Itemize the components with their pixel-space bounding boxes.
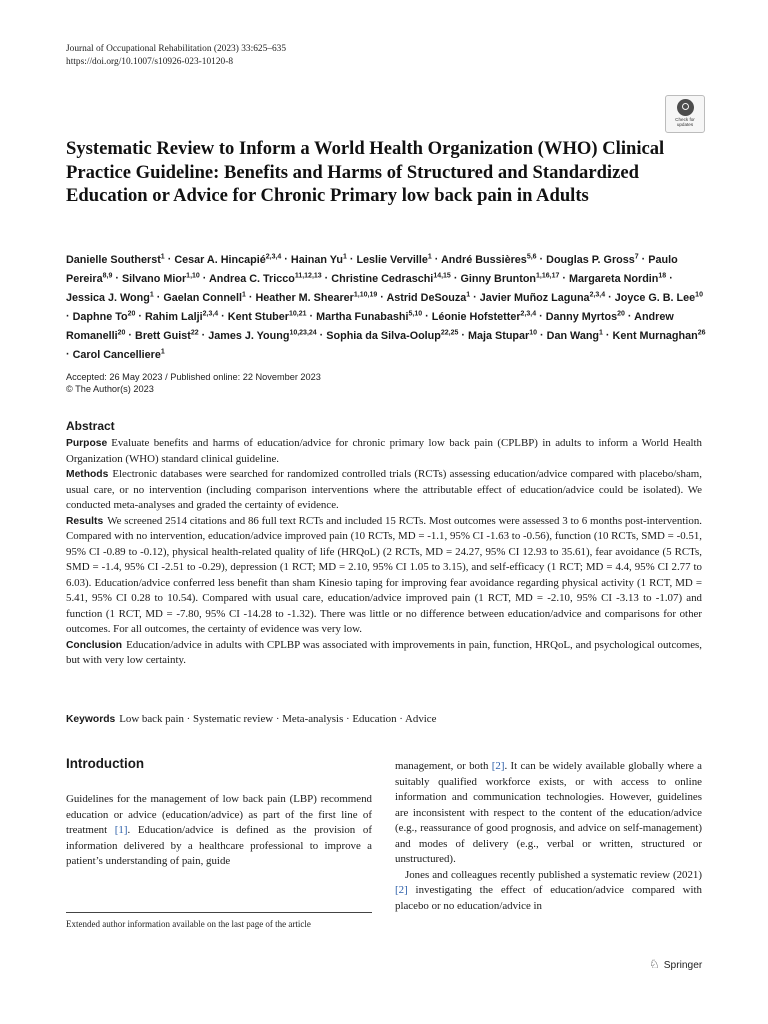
author-separator: ·	[431, 253, 441, 266]
author-name-text: Ginny Brunton	[460, 272, 537, 285]
author-name-text: Silvano Mior	[121, 272, 187, 285]
author-name-text: Heather M. Shearer	[255, 291, 354, 304]
author-name[interactable]	[460, 273, 559, 285]
author-affiliation: 20	[117, 329, 126, 337]
author-name[interactable]	[135, 330, 199, 342]
doi-link[interactable]: https://doi.org/10.1007/s10926-023-10120-8	[66, 57, 234, 67]
author-list	[66, 249, 706, 364]
author-name-text: Javier Muñoz Laguna	[479, 291, 590, 304]
author-affiliation: 11,12,13	[294, 272, 322, 280]
author-name-text: Astrid DeSouza	[386, 291, 467, 304]
check-updates-icon	[677, 99, 694, 116]
author-affiliation: 1	[241, 291, 246, 299]
keywords-label: Keywords	[66, 714, 116, 725]
author-name[interactable]	[432, 311, 536, 323]
author-name-text: Danny Myrtos	[545, 310, 618, 323]
author-separator: ·	[199, 272, 209, 285]
footnote-divider	[66, 912, 372, 913]
publisher-name: Springer	[663, 960, 703, 971]
abstract-methods	[66, 467, 702, 514]
author-separator: ·	[281, 253, 291, 266]
author-name[interactable]	[73, 349, 165, 361]
intro-paragraph-1-continued	[395, 759, 702, 868]
author-separator: ·	[422, 310, 432, 323]
abstract-conclusion	[66, 638, 702, 669]
author-separator: ·	[125, 329, 136, 342]
author-affiliation: 22,25	[440, 329, 459, 337]
author-affiliation: 2,3,4	[265, 253, 282, 260]
methods-label: Methods	[66, 469, 109, 480]
author-affiliation: 1	[342, 253, 347, 260]
author-affiliation: 5,10	[408, 310, 423, 318]
author-name-text: Gaelan Connell	[163, 291, 242, 304]
author-separator: ·	[112, 272, 122, 285]
author-affiliation: 1	[427, 253, 432, 260]
author-name[interactable]	[441, 254, 537, 266]
author-affiliation: 5,6	[526, 253, 537, 260]
author-name[interactable]	[615, 292, 703, 304]
citation-link[interactable]: [1]	[114, 824, 128, 836]
right-column	[395, 759, 702, 914]
author-name-text: Leslie Verville	[356, 253, 428, 266]
author-name-text: Joyce G. B. Lee	[614, 291, 696, 304]
author-name[interactable]	[66, 292, 154, 304]
author-name[interactable]	[316, 311, 422, 323]
author-name-text: Rahim Lalji	[145, 310, 203, 323]
methods-text: Electronic databases were searched for randomized controlled trials (RCTs) assessing education/advice compared with placebo/sham, usual care, or no intervention (including comparison interventions where the attributable effect of education/advice could be isolated). We conducted meta-analyses and graded the certainty of evidence.	[66, 468, 702, 511]
author-separator: ·	[602, 329, 613, 342]
author-name[interactable]	[163, 292, 246, 304]
author-name-text: Dan Wang	[546, 329, 600, 342]
author-affiliation: 2,3,4	[202, 310, 219, 318]
author-name-text: Paulo Pereira	[66, 253, 678, 285]
author-name[interactable]	[208, 330, 316, 342]
author-name-text: Brett Guist	[135, 329, 191, 342]
author-separator: ·	[458, 329, 469, 342]
author-name[interactable]	[546, 254, 639, 266]
abstract-results	[66, 514, 702, 638]
author-name[interactable]	[480, 292, 605, 304]
author-separator: ·	[218, 310, 228, 323]
article-title: Systematic Review to Inform a World Health Organization (WHO) Clinical Practice Guideline: Benefits and Harms of Structured and Standardized Education or Advice for Chronic Primary low back pain in Adults	[66, 138, 665, 206]
author-affiliation: 1,10,19	[353, 291, 378, 299]
author-separator: ·	[377, 291, 387, 304]
author-name[interactable]	[386, 292, 470, 304]
author-separator: ·	[537, 329, 547, 342]
author-name[interactable]	[66, 254, 165, 266]
left-column	[66, 792, 372, 870]
author-affiliation: 10	[529, 329, 538, 337]
author-affiliation: 7	[634, 253, 639, 260]
author-name[interactable]	[546, 311, 625, 323]
keywords-text: Low back pain · Systematic review · Meta-analysis · Education · Advice	[119, 713, 437, 725]
intro-text: . Education/advice is defined as the provision of information delivered by a healthcare professional to improve a patient’s understanding of pain, guide	[66, 824, 372, 867]
author-affiliation: 2,3,4	[589, 291, 606, 299]
author-separator: ·	[164, 253, 175, 266]
author-affiliation: 10,21	[288, 310, 307, 318]
springer-horse-icon: ♘	[649, 957, 660, 971]
author-name[interactable]	[209, 273, 322, 285]
intro-text: Jones and colleagues recently published a systematic review (2021)	[405, 868, 702, 881]
conclusion-text: Education/advice in adults with CPLBP was associated with improvements in pain, function, HRQoL, and psychological outcomes, but with very low certainty.	[66, 638, 702, 666]
author-name-text: Daphne To	[72, 310, 128, 323]
author-name-text: Hainan Yu	[290, 253, 343, 266]
author-affiliation: 1	[149, 291, 154, 299]
results-text: We screened 2514 citations and 86 full text RCTs and included 15 RCTs. Most outcomes were assessed 3 to 6 months post-intervention. Compared with no intervention, education/advice improved pain (10 RCTs, MD = -1.1, 95% CI -1.63 to -0.56), function (10 RCTs, SMD = -0.51, 95% CI -0.89 to -0.12), physical health-related quality of life (HRQoL) (2 RCTs, MD = 24.27, 95% CI 12.93 to 35.61), fear avoidance (5 RCTs, SMD = -1.4, 95% CI -2.51 to -0.29), depression (1 RCT; MD = 2.10, 95% CI 1.05 to 3.15), and self-efficacy (1 RCT; MD = 4.4, 95% CI 2.77 to 6.03). Education/advice conferred less benefit than sham Kinesio taping for improving fear avoidance regarding physical activity (1 RCT, MD = 5.41, 95% CI 0.28 to 10.54). Compared with usual care, education/advice improved pain (1 RCT, MD = -2.10, 95% CI -3.13 to -1.07) and function (1 RCT, MD = -7.80, 95% CI -14.28 to -1.32). There was little or no difference between education/advice and comparisons for other outcomes. For all outcomes, the certainty of evidence was very low.	[66, 514, 702, 635]
author-name-text: Douglas P. Gross	[546, 253, 635, 266]
abstract-section	[66, 419, 702, 669]
intro-text: . It can be widely available globally where a suitably qualified workforce exists, or with access to online information and communication technologies. However, guidelines are inconsistent with respect to the content of the education/advice (e.g., reassurance of good prognosis, and advice on self-management) and modes of delivery (e.g., verbal or written, structured or unstructured).	[395, 760, 702, 865]
author-separator: ·	[316, 329, 327, 342]
author-name[interactable]	[569, 273, 666, 285]
copyright-notice: © The Author(s) 2023	[66, 383, 154, 394]
author-separator: ·	[450, 272, 461, 285]
author-name-text: Andrea C. Tricco	[209, 272, 295, 285]
author-name-text: Carol Cancelliere	[72, 349, 161, 362]
author-name-text: Danielle Southerst	[66, 253, 161, 266]
author-name[interactable]	[174, 254, 281, 266]
author-name-text: Jessica J. Wong	[66, 291, 150, 304]
intro-text: Guidelines for the management of low back pain (LBP) recommend education or advice (education/advice) as part of the first line of treatment	[66, 793, 372, 836]
author-name-text: Kent Stuber	[227, 310, 289, 323]
journal-citation: Journal of Occupational Rehabilitation (2023) 33:625–635	[66, 44, 287, 54]
author-affiliation: 2,3,4	[520, 310, 537, 318]
author-name[interactable]	[326, 330, 458, 342]
check-updates-label: Check for updates	[675, 117, 695, 127]
author-name[interactable]	[468, 330, 537, 342]
author-affiliation: 1	[466, 291, 471, 299]
author-separator: ·	[470, 291, 480, 304]
author-affiliation: 14,15	[433, 272, 451, 280]
author-separator: ·	[153, 291, 164, 304]
publication-dates	[66, 372, 321, 395]
author-separator: ·	[536, 253, 547, 266]
author-separator: ·	[624, 310, 635, 323]
author-name-text: Maja Stupar	[468, 329, 530, 342]
author-separator: ·	[245, 291, 256, 304]
introduction-heading: Introduction	[66, 756, 145, 771]
author-separator: ·	[605, 291, 615, 304]
results-label: Results	[66, 515, 104, 527]
author-separator: ·	[666, 272, 673, 285]
purpose-text: Evaluate benefits and harms of education/advice for chronic primary low back pain (CPLBP) in adults to inform a World Health Organization (WHO) standard clinical guideline.	[66, 437, 702, 465]
author-separator: ·	[321, 272, 332, 285]
intro-paragraph-2	[395, 868, 702, 915]
author-separator: ·	[66, 310, 73, 323]
intro-paragraph-1	[66, 792, 372, 870]
author-separator: ·	[66, 349, 73, 362]
citation-link[interactable]: [2]	[491, 760, 505, 772]
keywords-line	[66, 712, 436, 727]
author-affiliation: 1,16,17	[536, 272, 560, 280]
author-affiliation: 26	[697, 329, 706, 337]
author-separator: ·	[198, 329, 209, 342]
author-affiliation: 8,9	[102, 272, 113, 280]
author-affiliation: 10,23,24	[289, 329, 317, 337]
author-separator: ·	[559, 272, 569, 285]
author-name[interactable]	[613, 330, 706, 342]
author-name-text: André Bussières	[441, 253, 527, 266]
author-name[interactable]	[356, 254, 431, 266]
author-affiliation: 10	[695, 291, 703, 299]
author-affiliation: 20	[617, 310, 625, 318]
author-name-text: Sophia da Silva-Oolup	[326, 329, 441, 342]
intro-text: investigating the effect of education/advice compared with placebo or no education/advice in	[395, 884, 702, 912]
intro-text: management, or both	[395, 760, 492, 772]
author-name-text: Margareta Nordin	[569, 272, 659, 285]
footnote: Extended author information available on the last page of the article	[66, 919, 311, 929]
author-name[interactable]	[255, 292, 377, 304]
author-affiliation: 22	[190, 329, 199, 337]
author-affiliation: 1	[160, 348, 165, 356]
author-name[interactable]	[145, 311, 218, 323]
citation-link[interactable]: [2]	[395, 884, 408, 896]
author-affiliation: 1,10	[186, 272, 200, 280]
author-separator: ·	[346, 253, 357, 266]
author-name[interactable]	[547, 330, 603, 342]
author-separator: ·	[536, 310, 546, 323]
author-name[interactable]	[291, 254, 347, 266]
author-affiliation: 1	[599, 329, 603, 337]
author-separator: ·	[135, 310, 145, 323]
author-name-text: James J. Young	[208, 329, 290, 342]
author-separator: ·	[638, 253, 649, 266]
abstract-heading: Abstract	[66, 419, 115, 433]
author-name[interactable]	[331, 273, 451, 285]
author-name[interactable]	[228, 311, 307, 323]
purpose-label: Purpose	[66, 438, 108, 449]
author-name-text: Andrew Romanelli	[66, 310, 674, 342]
author-name[interactable]	[73, 311, 136, 323]
journal-header	[66, 43, 286, 69]
author-name-text: Kent Murnaghan	[612, 329, 698, 342]
author-separator: ·	[306, 310, 317, 323]
check-for-updates-badge[interactable]	[665, 95, 705, 133]
conclusion-label: Conclusion	[66, 639, 123, 651]
author-name-text: Martha Funabashi	[316, 310, 409, 323]
author-name-text: Cesar A. Hincapié	[174, 253, 266, 266]
author-name-text: Léonie Hofstetter	[431, 310, 521, 323]
abstract-purpose	[66, 436, 702, 467]
author-affiliation: 1	[160, 253, 165, 260]
author-affiliation: 18	[658, 272, 667, 280]
accepted-published-dates: Accepted: 26 May 2023 / Published online: 22 November 2023	[66, 372, 321, 382]
author-name[interactable]	[122, 273, 200, 285]
author-name-text: Christine Cedraschi	[331, 272, 434, 285]
publisher-logo	[649, 957, 702, 971]
author-affiliation: 20	[127, 310, 136, 318]
